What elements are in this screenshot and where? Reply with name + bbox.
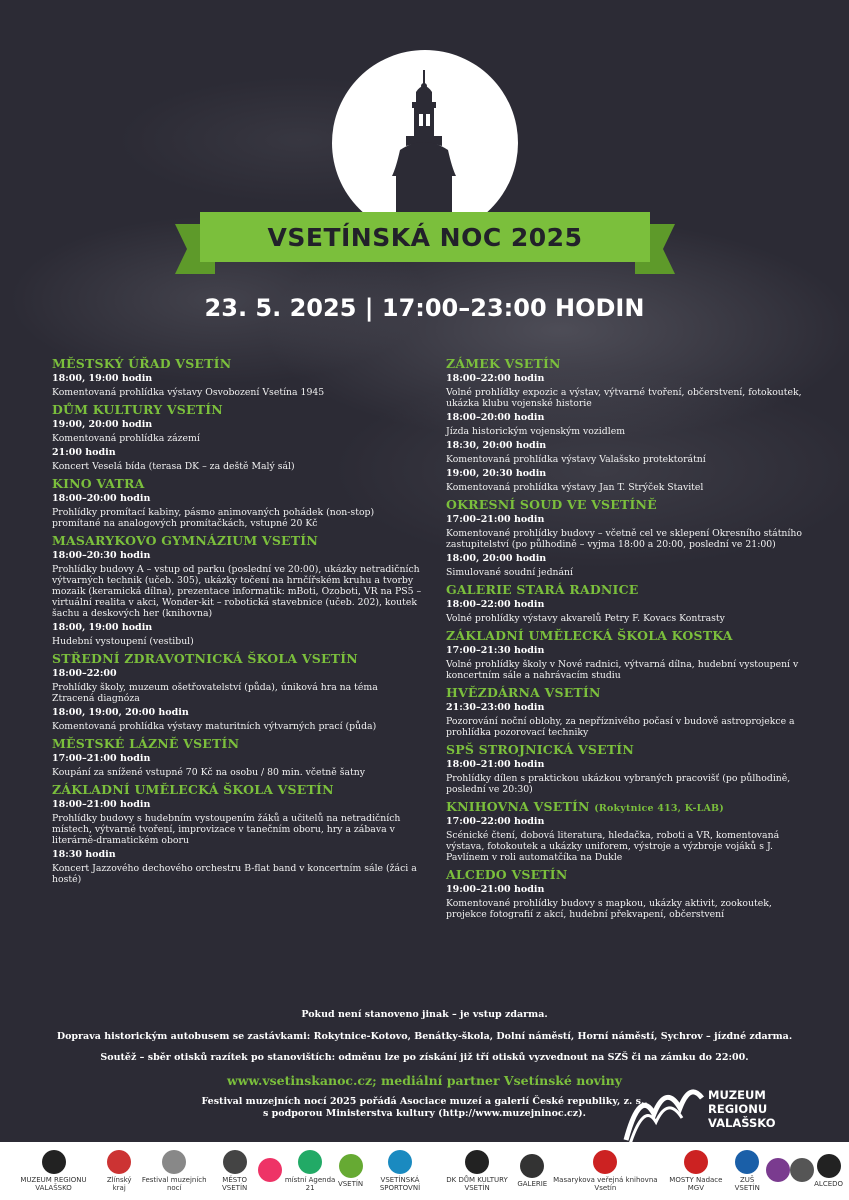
entry-time: 18:00–22:00 hodin [446, 599, 545, 610]
entry-time: 18:00–20:30 hodin [52, 550, 151, 561]
partner-logo [790, 1158, 814, 1184]
venue-block [52, 782, 422, 885]
program-right-column [446, 356, 806, 924]
venue-address: (Rokytnice 413, K-LAB) [594, 803, 724, 814]
partner-logo [101, 1150, 137, 1192]
entry-description: Volné prohlídky školy v Nové radnici, výtvarná dílna, hudební vystoupení v koncertním sále a nahrávacím studiu [446, 659, 799, 681]
venue-block [446, 867, 806, 920]
entry-time: 17:00–21:00 hodin [52, 753, 151, 764]
venue-block [446, 799, 806, 863]
partner-logo-label: DK DŮM KULTURY VSETÍN [446, 1176, 508, 1192]
entry-time: 21:30–23:00 hodin [446, 702, 545, 713]
venue-name: MĚSTSKÝ ÚŘAD VSETÍN [52, 356, 232, 371]
entry-description: Hudební vystoupení (vestibul) [52, 636, 194, 647]
venue-block [446, 582, 806, 624]
venue-block [52, 651, 422, 732]
partner-logo [437, 1150, 518, 1192]
venue-name: SPŠ STROJNICKÁ VSETÍN [446, 742, 634, 757]
partner-logo-label: GALERIE [517, 1180, 548, 1188]
partner-logo [547, 1150, 663, 1192]
entry-description: Prohlídky dílen s praktickou ukázkou vybraných pracovišť (po půlhodině, poslední ve 20:30) [446, 773, 791, 795]
entry-description: Komentovaná prohlídka výstavy maturitních výtvarných prací (půda) [52, 721, 377, 732]
partner-logo-icon [388, 1150, 412, 1174]
venue-block [52, 402, 422, 472]
event-title: VSETÍNSKÁ NOC 2025 [200, 212, 650, 262]
partner-logo [258, 1158, 282, 1184]
venue-name: DŮM KULTURY VSETÍN [52, 402, 223, 417]
entry-time: 19:00, 20:30 hodin [446, 468, 547, 479]
entry-description: Scénické čtení, dobová literatura, hledačka, roboti a VR, komentovaná výstava, fotokoutek a ukázky uniforem, výstroje a výzbroje vojáků s J. Pavlínem v roli automatčíka na Dukle [446, 830, 780, 863]
festival-note-1: Festival muzejních nocí 2025 pořádá Asociace muzeí a galerií České republiky, z. s., [201, 1096, 648, 1107]
event-date: 23. 5. 2025 | 17:00–23:00 HODIN [204, 294, 645, 322]
venue-name: HVĚZDÁRNA VSETÍN [446, 685, 601, 700]
partner-logo-icon [339, 1154, 363, 1178]
venue-block [446, 497, 806, 578]
festival-note-2: s podporou Ministerstva kultury (http://www.muzejninoc.cz). [262, 1108, 586, 1119]
museum-mark-icon [620, 1078, 706, 1148]
partner-logo-icon [817, 1154, 841, 1178]
entry-time: 18:30, 20:00 hodin [446, 440, 547, 451]
partner-logo-icon [520, 1154, 544, 1178]
entry-description: Prohlídky budovy s hudebním vystoupením žáků a učitelů na netradičních místech, výtvarné tvoření, improvizace v tanečním oboru, hry a zábava v literárně-dramatickém oboru [52, 813, 401, 846]
partner-logo [728, 1150, 766, 1192]
partner-logos-strip [0, 1142, 849, 1200]
entry-description: Koupání za snížené vstupné 70 Kč na osobu / 80 min. včetně šatny [52, 767, 366, 778]
entry-time: 19:00–21:00 hodin [446, 884, 545, 895]
partner-logo [6, 1150, 101, 1192]
entry-description: Koncert Jazzového dechového orchestru B-flat band v koncertním sále (žáci a hosté) [52, 863, 417, 885]
venue-name: ZÁKLADNÍ UMĚLECKÁ ŠKOLA VSETÍN [52, 782, 334, 797]
museum-name-line1: MUZEUM [708, 1088, 766, 1102]
museum-name-line2: REGIONU [708, 1102, 768, 1116]
partner-logo-label: ALCEDO [814, 1180, 844, 1188]
venue-name: MĚSTSKÉ LÁZNĚ VSETÍN [52, 736, 240, 751]
contest-note: Soutěž – sběr otisků razítek po stanovištích: odměnu lze po získání již tří otisků vyzvednout na SZŠ či na zámku do 22:00. [100, 1052, 749, 1063]
free-entry-note: Pokud není stanoveno jinak – je vstup zdarma. [301, 1009, 548, 1020]
partner-logo-label: MOSTY Nadace MGV [669, 1176, 723, 1192]
entry-time: 18:00–20:00 hodin [446, 412, 545, 423]
entry-time: 19:00, 20:00 hodin [52, 419, 153, 430]
venue-block [52, 476, 422, 529]
entry-description: Prohlídky budovy A – vstup od parku (poslední ve 20:00), ukázky netradičních výtvarných technik (učeb. 305), ukázky točení na hrnčířském kruhu a tvorby mozaik (keramická dílna), prezentace informatik: mBoti, Ozoboti, VR na PS5 – virtuální realita v akci, Wonder-kit – robotická stavebnice (učeb. 202), koutek šachu a deskových her (knihovna) [52, 564, 422, 619]
venue-block [446, 742, 806, 795]
entry-description: Volné prohlídky expozic a výstav, výtvarné tvoření, občerstvení, fotokoutek, ukázka klubu vojenské historie [446, 387, 802, 409]
venue-name: MASARYKOVO GYMNÁZIUM VSETÍN [52, 533, 318, 548]
entry-description: Komentovaná prohlídka výstavy Jan T. Strýček Stavitel [446, 482, 704, 493]
partner-logo [766, 1158, 790, 1184]
venue-name: KNIHOVNA VSETÍN [446, 799, 590, 814]
entry-description: Koncert Veselá bída (terasa DK – za deště Malý sál) [52, 461, 295, 472]
entry-time: 18:00–22:00 [52, 668, 117, 679]
partner-logo [211, 1150, 258, 1192]
entry-description: Komentovaná prohlídka zázemí [52, 433, 200, 444]
partner-logo-label: Masarykova veřejná knihovna Vsetín [553, 1176, 658, 1192]
partner-logo-label: místní Agenda 21 [284, 1176, 336, 1192]
partner-logo [137, 1150, 211, 1192]
venue-name: ZÁMEK VSETÍN [446, 356, 561, 371]
partner-logo-label: VSETÍN [337, 1180, 364, 1188]
partner-logo-icon [735, 1150, 759, 1174]
entry-description: Simulované soudní jednání [446, 567, 574, 578]
entry-description: Prohlídky promítací kabiny, pásmo animovaných pohádek (non-stop) promítané na analogových promítačkách, vstupné 20 Kč [52, 507, 375, 529]
museum-name-line3: VALAŠSKO [708, 1116, 776, 1130]
entry-description: Komentovaná prohlídka výstavy Valašsko protektorátní [446, 454, 706, 465]
venue-block [446, 685, 806, 738]
venue-name: ZÁKLADNÍ UMĚLECKÁ ŠKOLA KOSTKA [446, 628, 733, 643]
venue-block [446, 356, 806, 493]
entry-time: 21:00 hodin [52, 447, 116, 458]
venue-name: OKRESNÍ SOUD VE VSETÍNĚ [446, 497, 657, 512]
entry-description: Komentované prohlídky budovy s mapkou, ukázky aktivit, zookoutek, projekce fotografií z akcí, hudební překvapení, občerstvení [446, 898, 772, 920]
partner-logo-label: MUZEUM REGIONU VALAŠSKO [20, 1176, 87, 1192]
partner-logo-icon [42, 1150, 66, 1174]
partner-logo-icon [593, 1150, 617, 1174]
title-banner [175, 212, 675, 274]
venue-block [52, 356, 422, 398]
entry-time: 18:00–21:00 hodin [52, 799, 151, 810]
entry-time: 18:00–22:00 hodin [446, 373, 545, 384]
partner-logo-icon [223, 1150, 247, 1174]
partner-logo-label: ZUŠ VSETÍN [734, 1176, 760, 1192]
church-tower-icon [332, 50, 518, 236]
entry-time: 18:00, 20:00 hodin [446, 553, 547, 564]
entry-time: 17:00–22:00 hodin [446, 816, 545, 827]
entry-time: 18:30 hodin [52, 849, 116, 860]
entry-time: 18:00–20:00 hodin [52, 493, 151, 504]
venue-name: ALCEDO VSETÍN [446, 867, 568, 882]
museum-logo [620, 1070, 800, 1150]
partner-logo-label: Zlínský kraj [106, 1176, 132, 1192]
partner-logo [814, 1154, 843, 1188]
partner-logo-icon [684, 1150, 708, 1174]
venue-block [52, 533, 422, 647]
entry-description: Jízda historickým vojenským vozidlem [446, 426, 626, 437]
venue-name: STŘEDNÍ ZDRAVOTNICKÁ ŠKOLA VSETÍN [52, 651, 358, 666]
partner-logo [363, 1150, 437, 1192]
entry-description: Komentovaná prohlídka výstavy Osvobození Vsetína 1945 [52, 387, 325, 398]
partner-logo-icon [162, 1150, 186, 1174]
entry-description: Pozorování noční oblohy, za nepříznivého počasí v budově astroprojekce a prohlídka pozorovací techniky [446, 716, 795, 738]
partner-logo [517, 1154, 547, 1188]
partner-logo-icon [107, 1150, 131, 1174]
partner-logo-icon [465, 1150, 489, 1174]
venue-name: KINO VATRA [52, 476, 145, 491]
partner-logo-icon [790, 1158, 814, 1182]
entry-time: 18:00, 19:00 hodin [52, 622, 153, 633]
venue-block [446, 628, 806, 681]
partner-logo-label: MĚSTO VSETÍN [222, 1176, 248, 1192]
partner-logo [282, 1150, 338, 1192]
partner-logo-label: Festival muzejních nocí [141, 1176, 207, 1192]
entry-time: 17:00–21:00 hodin [446, 514, 545, 525]
entry-description: Komentované prohlídky budovy – včetně cel ve sklepení Okresního státního zastupitelství (po půlhodině – vyjma 18:00 a 20:00, poslední ve 21:00) [446, 528, 802, 550]
entry-time: 18:00–21:00 hodin [446, 759, 545, 770]
entry-description: Prohlídky školy, muzeum ošetřovatelství (půda), úniková hra na téma Ztracená diagnóza [52, 682, 378, 704]
partner-logo [338, 1154, 363, 1188]
program-left-column [52, 356, 422, 889]
partner-logo-icon [258, 1158, 282, 1182]
partner-logo [663, 1150, 728, 1192]
entry-time: 17:00–21:30 hodin [446, 645, 545, 656]
partner-logo-icon [298, 1150, 322, 1174]
entry-time: 18:00, 19:00, 20:00 hodin [52, 707, 189, 718]
venue-name: GALERIE STARÁ RADNICE [446, 582, 639, 597]
entry-description: Volné prohlídky výstavy akvarelů Petry F. Kovacs Kontrasty [446, 613, 725, 624]
website-link[interactable]: www.vsetinskanoc.cz; mediální partner Vsetínské noviny [226, 1073, 623, 1088]
venue-block [52, 736, 422, 778]
entry-time: 18:00, 19:00 hodin [52, 373, 153, 384]
partner-logo-label: VSETÍNSKÁ SPORTOVNÍ [379, 1176, 421, 1192]
bus-note: Doprava historickým autobusem se zastávkami: Rokytnice-Kotovo, Benátky-škola, Dolní náměstí, Horní náměstí, Sychrov – jízdné zdarma. [56, 1031, 793, 1042]
partner-logo-icon [766, 1158, 790, 1182]
